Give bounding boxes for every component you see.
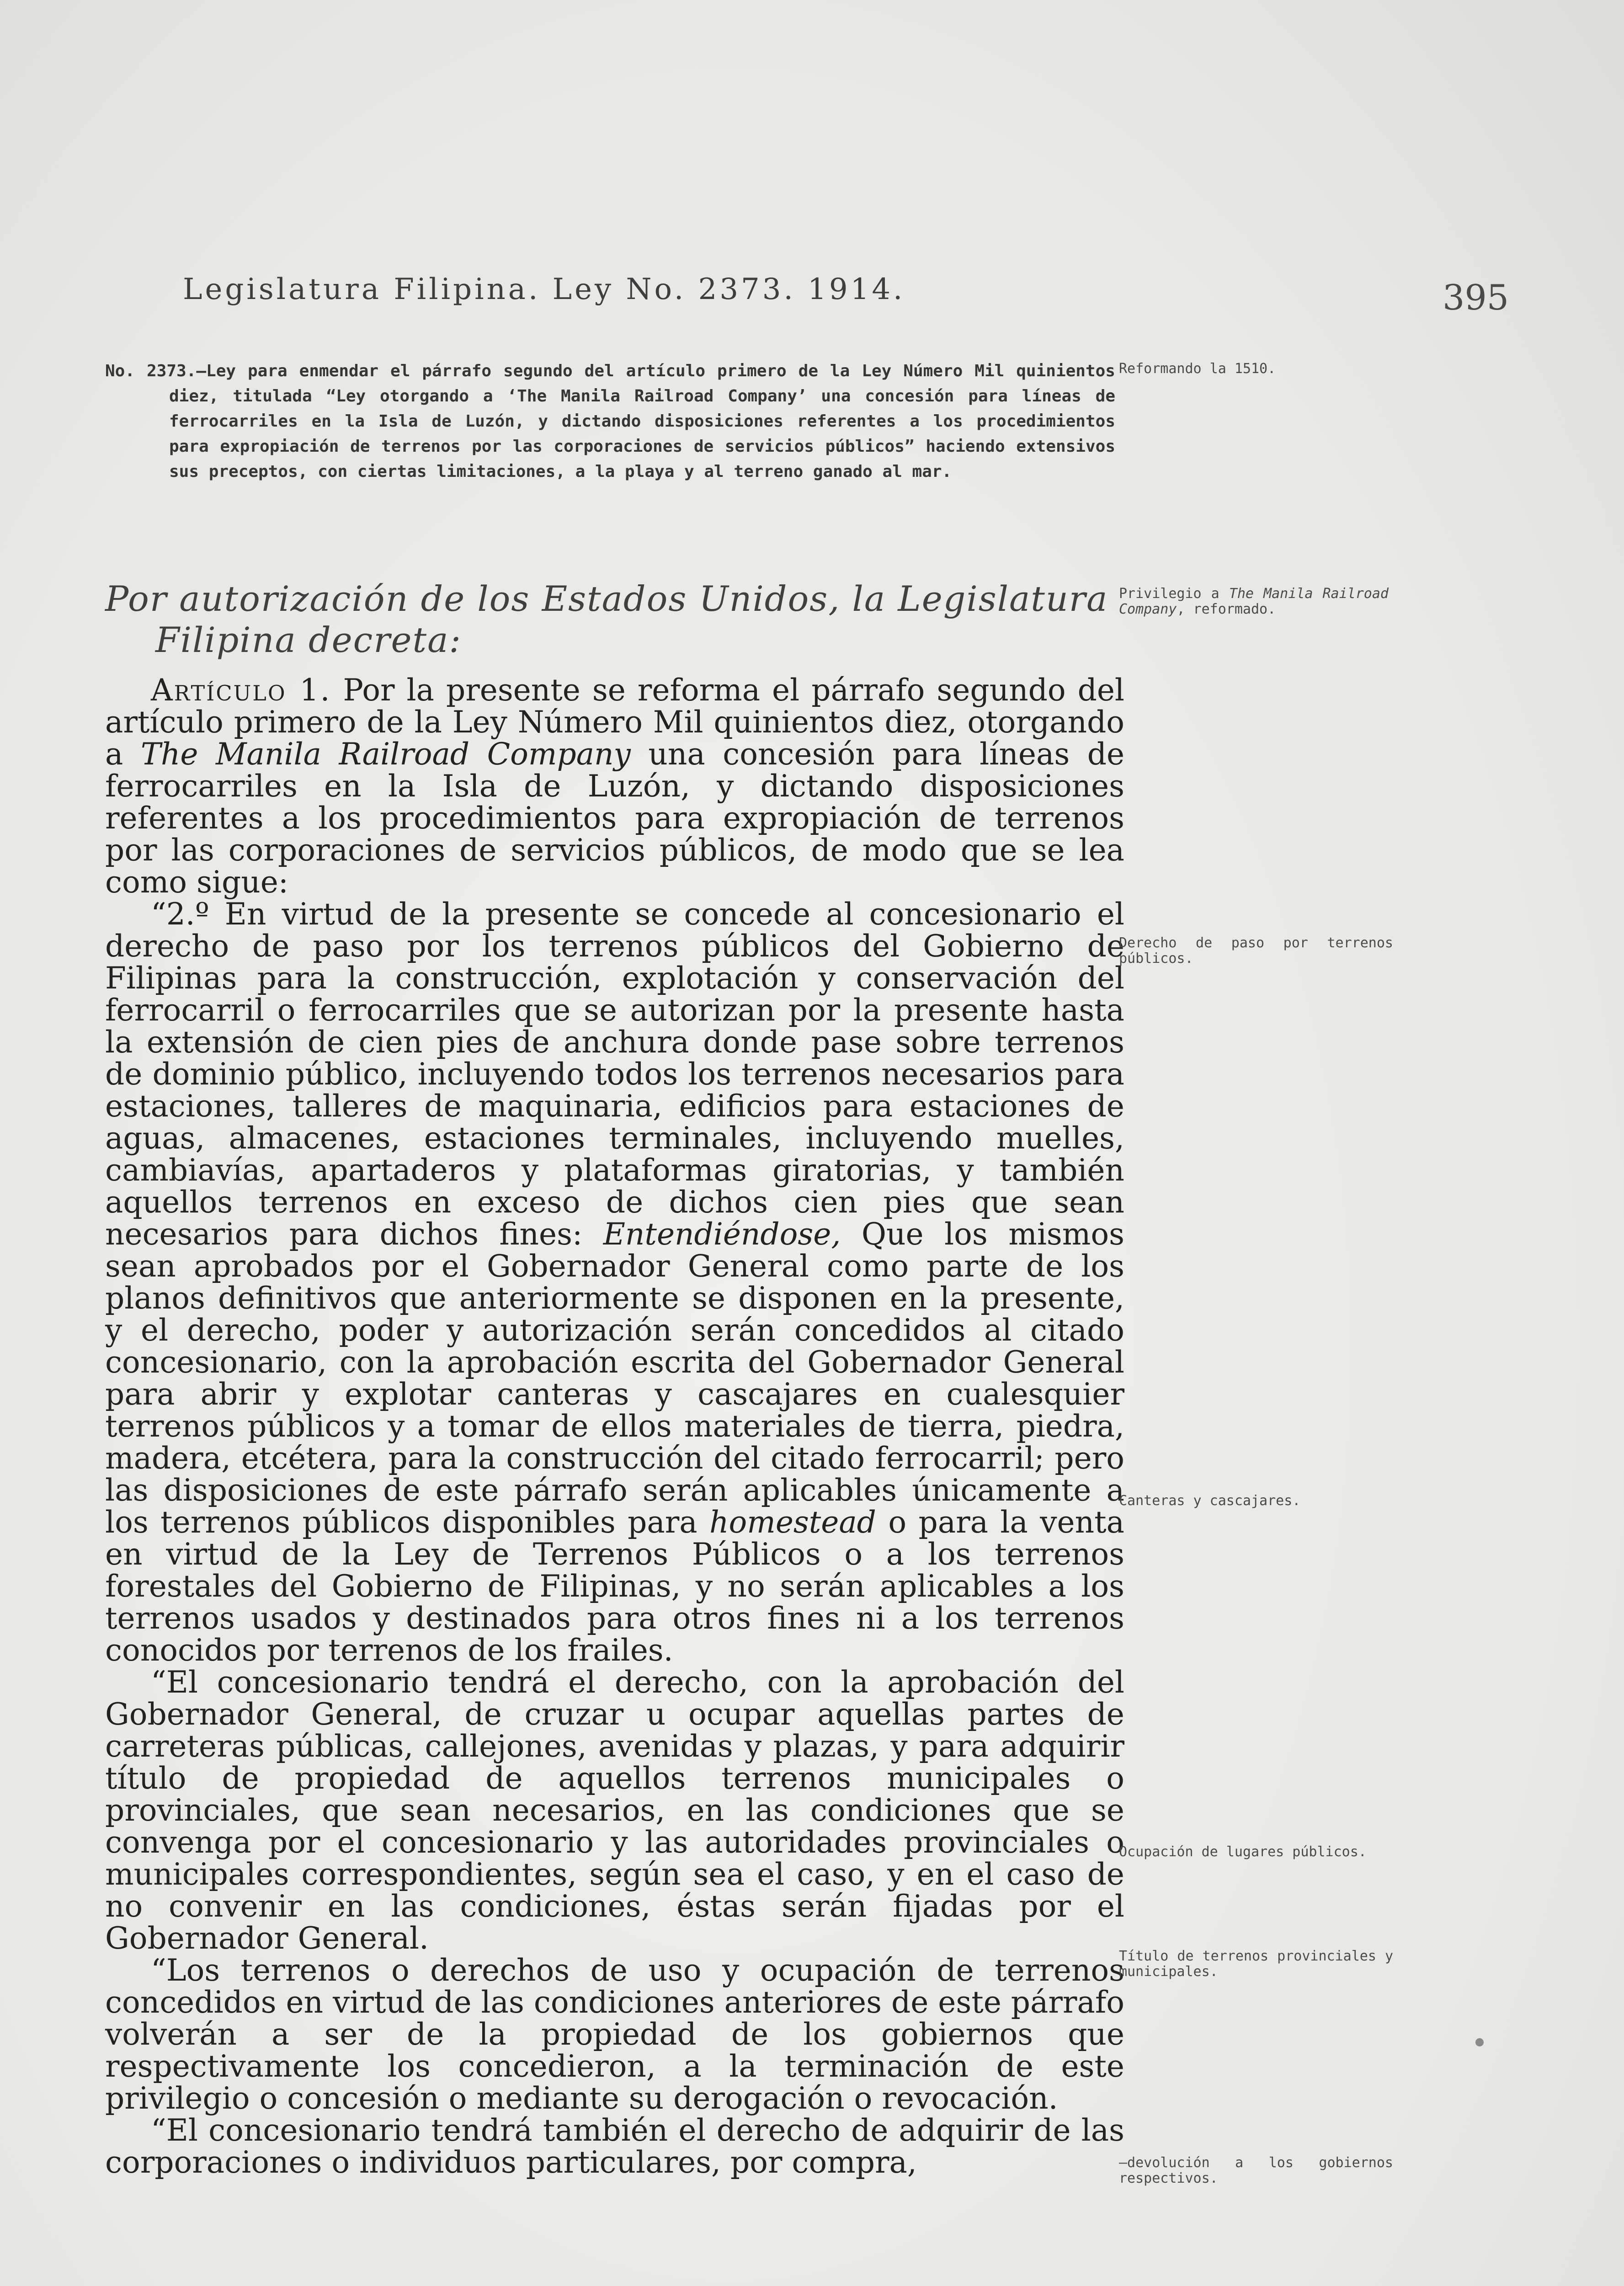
paragraph-2-text-end: o para la venta en virtud de la Ley de Terrenos Públicos o a los terrenos forestales del Gobierno de Filipinas, y no serán aplicables a los terrenos usados y destinados para otros fines ni a los terrenos conocidos por terrenos de los frailes. — [105, 1505, 1124, 1668]
paragraph-4: “Los terrenos o derechos de uso y ocupación de terrenos concedidos en virtud de las condiciones anteriores de este párrafo volverán a ser de la propiedad de los gobiernos que respectivamente los concedieron, a la terminación de este privilegio o concesión o mediante su derogación o revocación. — [105, 1953, 1124, 2116]
sidenote-privilege — [1119, 586, 1389, 617]
paragraph-2 — [105, 898, 1124, 1666]
sidenote-right-of-way: Derecho de paso por terrenos públicos. — [1119, 935, 1393, 967]
sidenote-public-places: Ocupación de lugares públicos. — [1119, 1844, 1367, 1860]
proviso-word: Entendiéndose, — [603, 1217, 841, 1252]
paragraph-3: “El concesionario tendrá el derecho, con la aprobación del Gobernador General, de cruzar u ocupar aquellas partes de carreteras públicas, callejones, avenidas y plazas, y para adquirir título de propiedad de aquellos terrenos municipales o provinciales, que sean necesarios, en las condiciones que se convenga por el concesionario y las autoridades provinciales o municipales correspondientes, según sea el caso, y en el caso de no convenir en las condiciones, éstas serán fijadas por el Gobernador General. — [105, 1665, 1124, 1956]
paragraph-5: “El concesionario tendrá también el derecho de adquirir de las corporaciones o individuos particulares, por compra, — [105, 2113, 1124, 2180]
sidenote-title-lands: Título de terrenos provinciales y municipales. — [1119, 1948, 1393, 1980]
paragraph-2-text: “2.º En virtud de la presente se concede al concesionario el derecho de paso por los terrenos públicos del Gobierno de Filipinas para la construcción, explotación y conservación del ferrocarril o ferrocarriles que se autorizan por la presente hasta la extensión de cien pies de anchura donde pase sobre terrenos de dominio público, incluyendo todos los terrenos necesarios para estaciones, talleres de maquinaria, edificios para estaciones de aguas, almacenes, estaciones terminales, incluyendo muelles, cambiavías, apartaderos y plataformas giratorias, y también aquellos terrenos en exceso de dichos cien pies que sean necesarios para dichos fines: — [105, 897, 1124, 1252]
law-summary — [105, 358, 1115, 484]
sidenote-privilege-text: Privilegio a — [1119, 586, 1229, 602]
scan-speck — [1475, 2038, 1484, 2046]
page-number: 395 — [1443, 277, 1509, 318]
homestead-word: homestead — [709, 1505, 876, 1540]
sidenote-privilege-company: The Manila Railroad Company — [1119, 586, 1389, 617]
article-intro-text-end: una concesión para líneas de ferrocarriles en la Isla de Luzón, y dictando disposiciones referentes a los procedimientos para expropiación de terrenos por las corporaciones de servicios públicos, de modo que se lea como sigue: — [105, 737, 1125, 900]
company-name: The Manila Railroad Company — [140, 737, 631, 772]
enacting-clause-line-1: Por autorización de los Estados Unidos, la Legislatura — [105, 578, 1108, 619]
enacting-clause-line-2: Filipina decreta: — [155, 620, 462, 660]
running-head: Legislatura Filipina. Ley No. 2373. 1914. — [183, 272, 905, 306]
article-heading: Artículo 1. — [151, 673, 331, 708]
enacting-clause — [105, 578, 1124, 661]
paragraph-2-text-mid: Que los mismos sean aprobados por el Gobernador General como parte de los planos definitivos que anteriormente se disponen en la presente, y el derecho, poder y autorización serán concedidos al citado concesionario, con la aprobación escrita del Gobernador General para abrir y explotar canteras y cascajares en cualesquier terrenos públicos y a tomar de ellos materiales de tierra, piedra, madera, etcétera, para la construcción del citado ferrocarril; pero las disposiciones de este párrafo serán aplicables únicamente a los terrenos públicos disponibles para — [105, 1217, 1124, 1540]
article-paragraph — [105, 674, 1124, 898]
law-number: No. 2373. — [105, 362, 197, 380]
article-body — [105, 674, 1124, 2179]
sidenote-privilege-text-end: , reformado. — [1177, 601, 1276, 617]
sidenote-reform: Reformando la 1510. — [1119, 361, 1276, 377]
law-summary-text: —Ley para enmendar el párrafo segundo del artículo primero de la Ley Número Mil quinientos diez, titulada “Ley otorgando a ‘The Manila Railroad Company’ una concesión para líneas de ferrocarriles en la Isla de Luzón, y dictando disposiciones referentes a los procedimientos para expropiación de terrenos por las corporaciones de servicios públicos” haciendo extensivos sus preceptos, con ciertas limitaciones, a la playa y al terreno ganado al mar. — [169, 362, 1115, 481]
sidenote-quarries: Canteras y cascajares. — [1119, 1493, 1301, 1509]
sidenote-return: —devolución a los gobiernos respectivos. — [1119, 2155, 1393, 2186]
article-intro-text: Por la presente se reforma el párrafo segundo del artículo primero de la Ley Número Mil quinientos diez, otorgando a — [105, 673, 1124, 772]
